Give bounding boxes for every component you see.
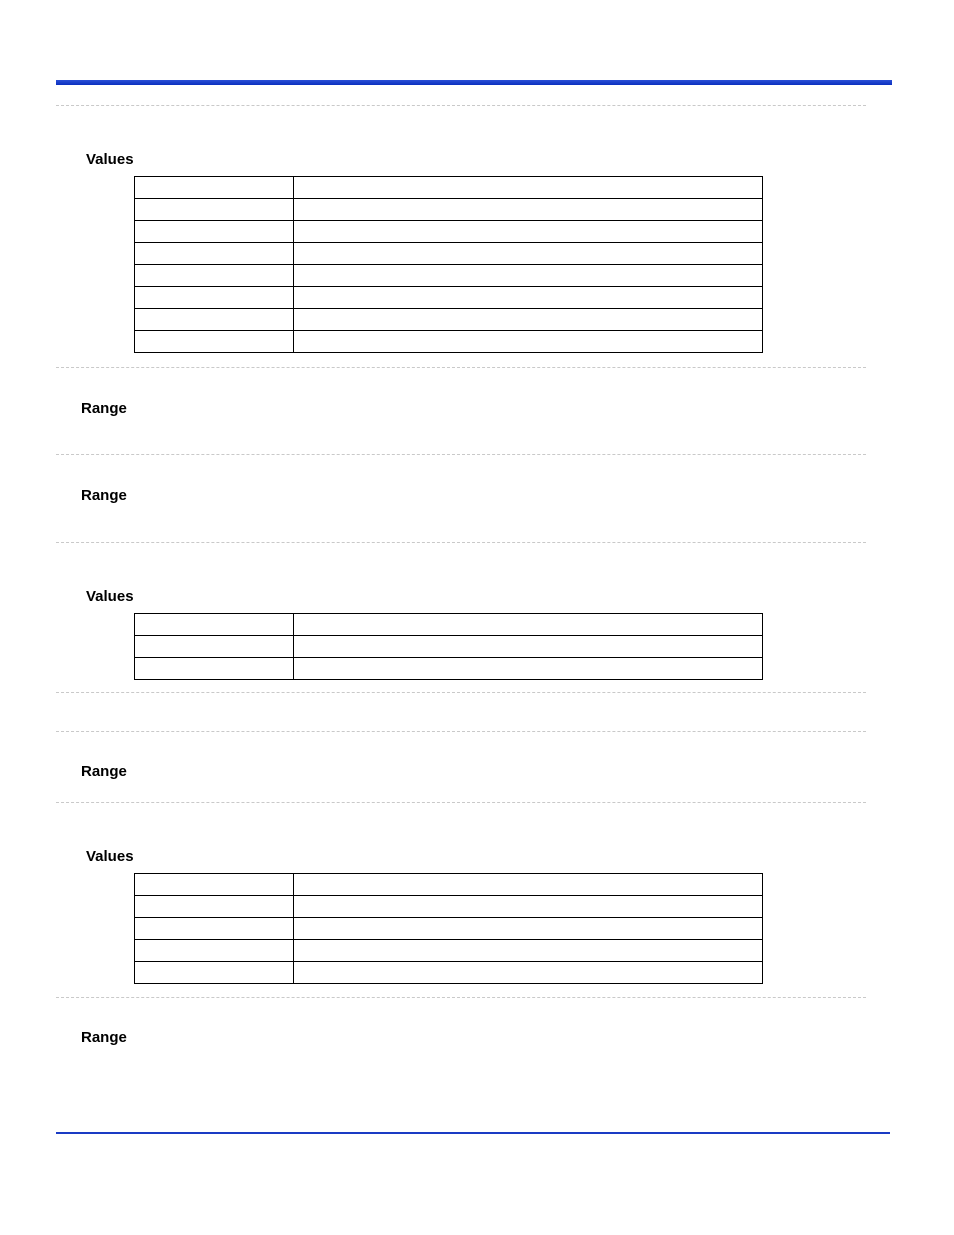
table-row	[135, 287, 763, 309]
table-row	[135, 265, 763, 287]
table-cell-name	[135, 199, 294, 221]
table-row	[135, 874, 763, 896]
values-heading-3: Values	[86, 848, 134, 865]
table-cell-description	[294, 874, 763, 896]
section-divider	[56, 802, 866, 803]
table-cell-description	[294, 221, 763, 243]
section-divider	[56, 997, 866, 998]
table-row	[135, 614, 763, 636]
table-row	[135, 940, 763, 962]
table-cell-description	[294, 636, 763, 658]
table-cell-description	[294, 265, 763, 287]
table-cell-name	[135, 614, 294, 636]
table-cell-description	[294, 177, 763, 199]
values-table-3	[134, 873, 763, 984]
table-cell-name	[135, 265, 294, 287]
values-table-1	[134, 176, 763, 353]
table-cell-name	[135, 940, 294, 962]
range-heading-3: Range	[81, 763, 127, 780]
table-cell-name	[135, 874, 294, 896]
table-cell-name	[135, 658, 294, 680]
table-row	[135, 177, 763, 199]
table-cell-name	[135, 177, 294, 199]
table-row	[135, 636, 763, 658]
table-row	[135, 962, 763, 984]
table-row	[135, 243, 763, 265]
table-cell-name	[135, 221, 294, 243]
table-cell-name	[135, 962, 294, 984]
section-divider	[56, 367, 866, 368]
header-rule	[56, 80, 892, 85]
table-row	[135, 331, 763, 353]
table-row	[135, 658, 763, 680]
values-heading-1: Values	[86, 151, 134, 168]
range-heading-2: Range	[81, 487, 127, 504]
table-cell-name	[135, 309, 294, 331]
table-cell-description	[294, 199, 763, 221]
values-table-2	[134, 613, 763, 680]
section-divider	[56, 454, 866, 455]
table-cell-description	[294, 309, 763, 331]
range-heading-1: Range	[81, 400, 127, 417]
values-heading-2: Values	[86, 588, 134, 605]
table-row	[135, 896, 763, 918]
footer-rule	[56, 1132, 890, 1134]
table-cell-name	[135, 331, 294, 353]
table-row	[135, 918, 763, 940]
section-divider	[56, 731, 866, 732]
section-divider	[56, 692, 866, 693]
table-cell-description	[294, 331, 763, 353]
table-cell-description	[294, 658, 763, 680]
table-cell-name	[135, 896, 294, 918]
table-cell-name	[135, 918, 294, 940]
table-cell-name	[135, 243, 294, 265]
table-cell-description	[294, 287, 763, 309]
table-cell-description	[294, 896, 763, 918]
table-row	[135, 199, 763, 221]
table-cell-description	[294, 918, 763, 940]
table-cell-description	[294, 962, 763, 984]
table-row	[135, 309, 763, 331]
table-cell-description	[294, 243, 763, 265]
table-row	[135, 221, 763, 243]
table-cell-description	[294, 614, 763, 636]
section-divider	[56, 105, 866, 106]
table-cell-description	[294, 940, 763, 962]
table-cell-name	[135, 636, 294, 658]
section-divider	[56, 542, 866, 543]
table-cell-name	[135, 287, 294, 309]
range-heading-4: Range	[81, 1029, 127, 1046]
